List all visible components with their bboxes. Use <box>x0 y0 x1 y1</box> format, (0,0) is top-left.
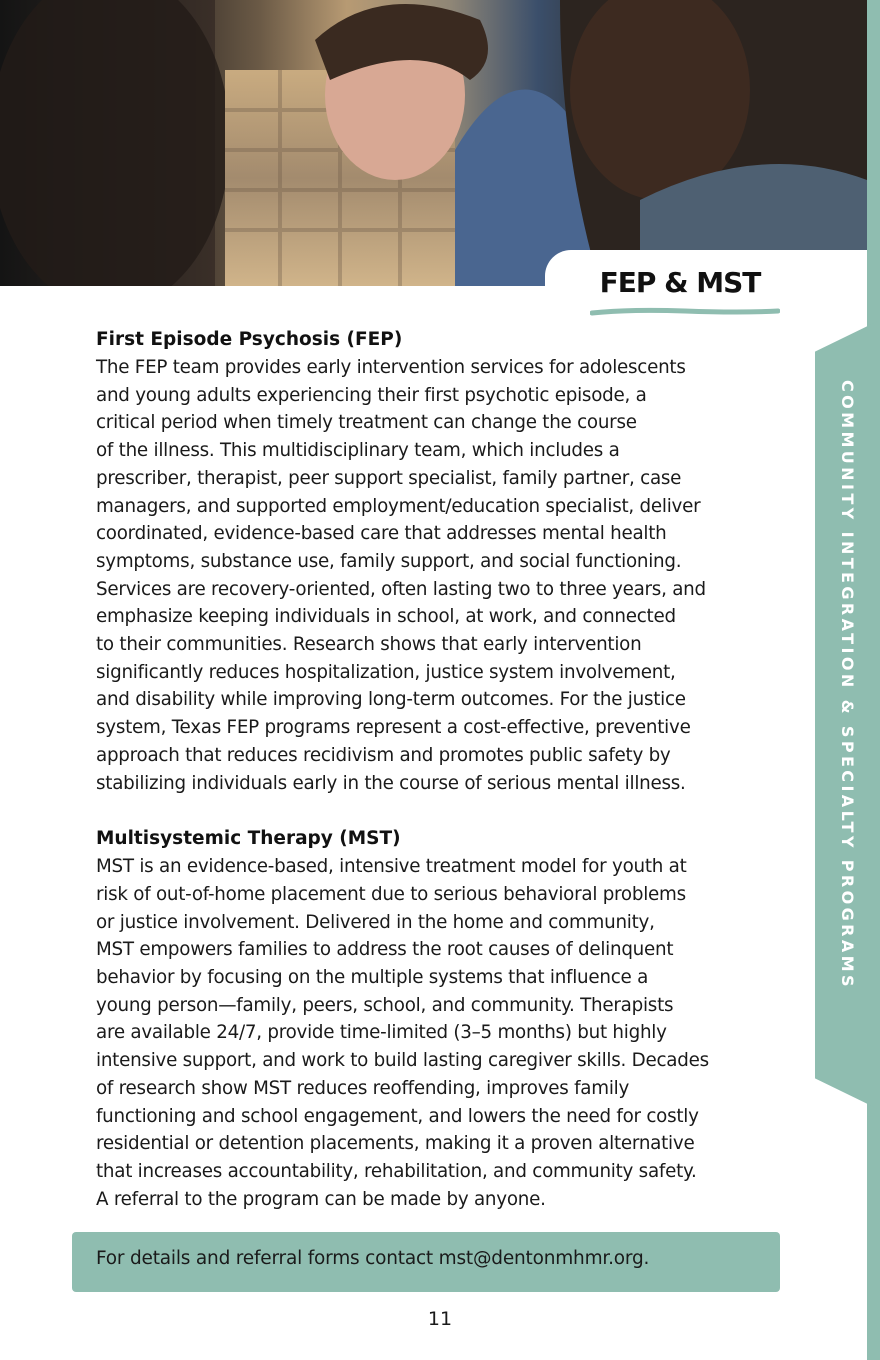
section-heading-fep: First Episode Psychosis (FEP) <box>96 329 403 350</box>
contact-text: For details and referral forms contact mst@dentonmhmr.org. <box>96 1248 650 1269</box>
main-content <box>96 326 766 1213</box>
sidebar-section-label: COMMUNITY INTEGRATION & SPECIALTY PROGRAMS <box>838 380 857 990</box>
page-title: FEP & MST <box>599 266 761 299</box>
header-photo-illustration <box>0 0 867 286</box>
section-body-fep: The FEP team provides early intervention services for adolescents and young adults experiencing their first psychotic episode, a critical period when timely treatment can change the course of the illness. This multidisciplinary team, which includes a prescriber, therapist, peer support specialist, family partner, case managers, and supported employment/education specialist, deliver coordinated, evidence-based care that addresses mental health symptoms, substance use, family support, and social functioning. Services are recovery-oriented, often lasting two to three years, and emphasize keeping individuals in school, at work, and connected to their communities. Research shows that early intervention significantly reduces hospitalization, justice system involvement, and disability while improving long-term outcomes. For the justice system, Texas FEP programs represent a cost-effective, preventive approach that reduces recidivism and promotes public safety by stabilizing individuals early in the course of serious mental illness. <box>96 357 706 794</box>
section-body-mst: MST is an evidence-based, intensive treatment model for youth at risk of out-of-home placement due to serious behavioral problems or justice involvement. Delivered in the home and community, MST empowers families to address the root causes of delinquent behavior by focusing on the multiple systems that influence a young person—family, peers, school, and community. Therapists are available 24/7, provide time-limited (3–5 months) but highly intensive support, and work to build lasting caregiver skills. Decades of research show MST reduces reoffending, improves family functioning and school engagement, and lowers the need for costly residential or detention placements, making it a proven alternative that increases accountability, rehabilitation, and community safety. A referral to the program can be made by anyone. <box>96 856 709 1210</box>
title-underline <box>590 307 780 317</box>
section-heading-mst: Multisystemic Therapy (MST) <box>96 828 401 850</box>
header-photo <box>0 0 867 286</box>
page-number: 11 <box>427 1308 453 1330</box>
contact-box <box>72 1232 780 1292</box>
